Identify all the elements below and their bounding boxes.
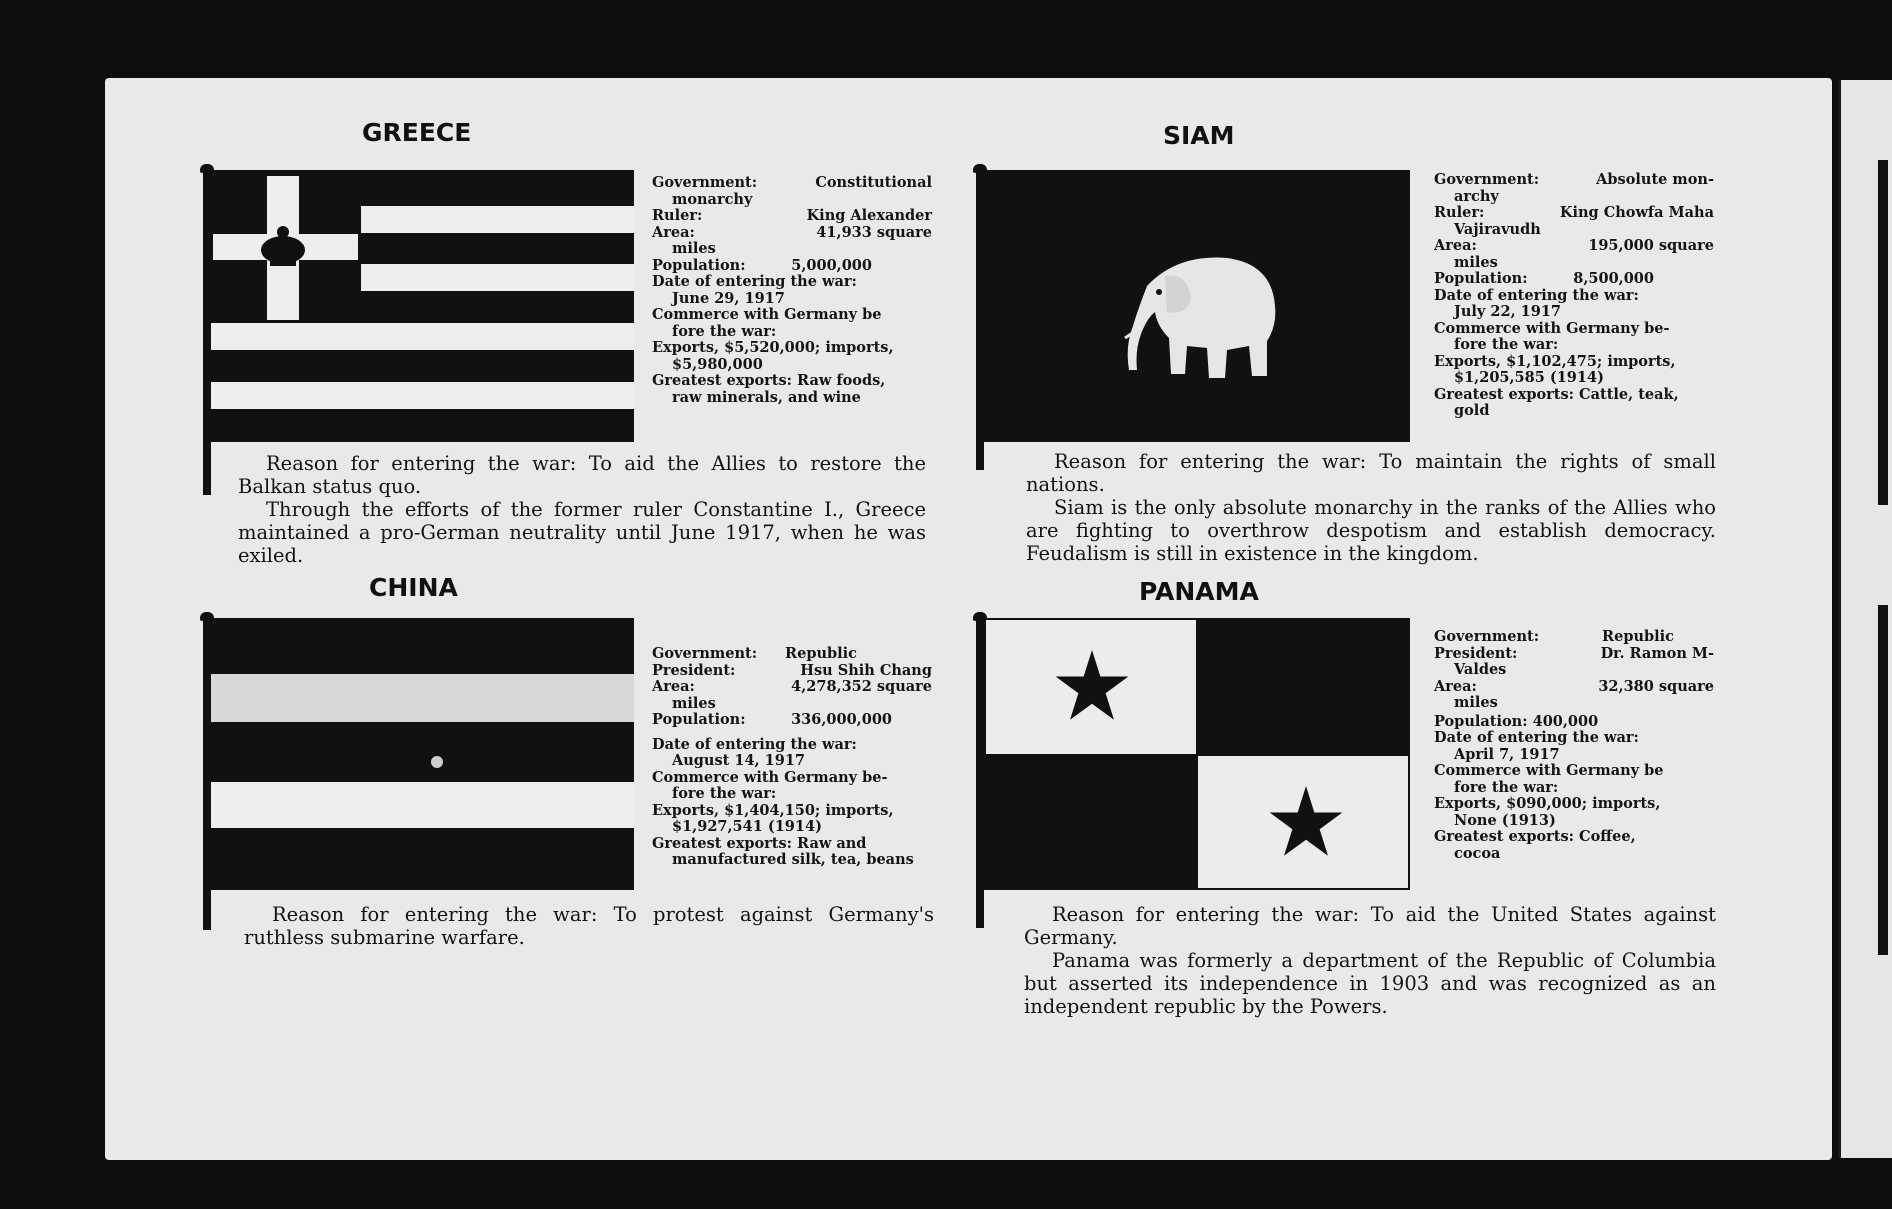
country-title-greece: GREECE: [362, 118, 472, 147]
china-facts: Government: Republic President: Hsu Shih Chang Area: 4,278,352 square miles Population: 336,000,000 Date of entering the war: August 14, 1917 Commerce with Germany be- fore the war: Exports, $1,404,150; imports, $1,927,541 (1914) Greatest exports: Raw and manufactured silk, tea, beans: [652, 645, 932, 868]
panama-note: Panama was formerly a department of the Republic of Columbia but asserted its independence in 1903 and was recognized as an independent republic by the Powers.: [1024, 949, 1716, 1018]
greece-note: Through the efforts of the former ruler Constantine I., Greece maintained a pro-German neutrality until June 1917, when he was exiled.: [238, 498, 926, 567]
next-page-flag-pole: [1878, 605, 1888, 955]
star-icon: [1268, 786, 1344, 858]
crown-icon: [258, 222, 308, 270]
greece-reason: Reason for entering the war: To aid the Allies to restore the Balkan status quo.: [238, 452, 926, 498]
country-title-siam: SIAM: [1163, 121, 1235, 150]
panama-star-flag-icon: [984, 618, 1410, 890]
flag-pole: [203, 170, 211, 495]
siam-note: Siam is the only absolute monarchy in the ranks of the Allies who are fighting to overthrow despotism and establish democracy. Feudalism is still in existence in the kingdom.: [1026, 496, 1716, 565]
next-page-flag-pole: [1878, 160, 1888, 505]
china-striped-flag-icon: [211, 618, 634, 890]
siam-facts: Government: Absolute mon- archy Ruler: King Chowfa Maha Vajiravudh Area: 195,000 square miles Population: 8,500,000 Date of entering the war: July 22, 1917 Commerce with Germany be- fore the war: Exports, $1,102,475; imports, $1,205,585 (1914) Greatest exports: Cattle, teak, gold: [1434, 171, 1714, 419]
greece-flag-icon: [211, 170, 634, 442]
flag-pole: [203, 618, 211, 930]
siam-reason: Reason for entering the war: To maintain the rights of small nations.: [1026, 450, 1716, 496]
flag-pole: [976, 170, 984, 470]
star-icon: [1054, 650, 1130, 722]
siam-description: [1026, 450, 1716, 565]
panama-description: [1024, 903, 1716, 1018]
panama-facts: Government: Republic President: Dr. Ramon M- Valdes Area: 32,380 square miles Population: 400,000 Date of entering the war: April 7, 1917 Commerce with Germany be fore the war: Exports, $090,000; imports, None (1913) Greatest exports: Coffee, cocoa: [1434, 628, 1714, 862]
greece-description: [238, 452, 926, 567]
china-description: [244, 903, 934, 949]
flag-pole: [976, 618, 984, 928]
elephant-icon: [1107, 246, 1287, 386]
china-reason: Reason for entering the war: To protest against Germany's ruthless submarine warfare.: [244, 903, 934, 949]
country-title-panama: PANAMA: [1139, 577, 1259, 606]
panama-reason: Reason for entering the war: To aid the United States against Germany.: [1024, 903, 1716, 949]
greece-facts: Government: Constitutional monarchy Ruler: King Alexander Area: 41,933 square miles Population: 5,000,000 Date of entering the war: June 29, 1917 Commerce with Germany be fore the war: Exports, $5,520,000; imports, $5,980,000 Greatest exports: Raw foods, raw minerals, and wine: [652, 174, 932, 406]
country-title-china: CHINA: [369, 573, 458, 602]
siam-elephant-flag-icon: [984, 170, 1410, 442]
